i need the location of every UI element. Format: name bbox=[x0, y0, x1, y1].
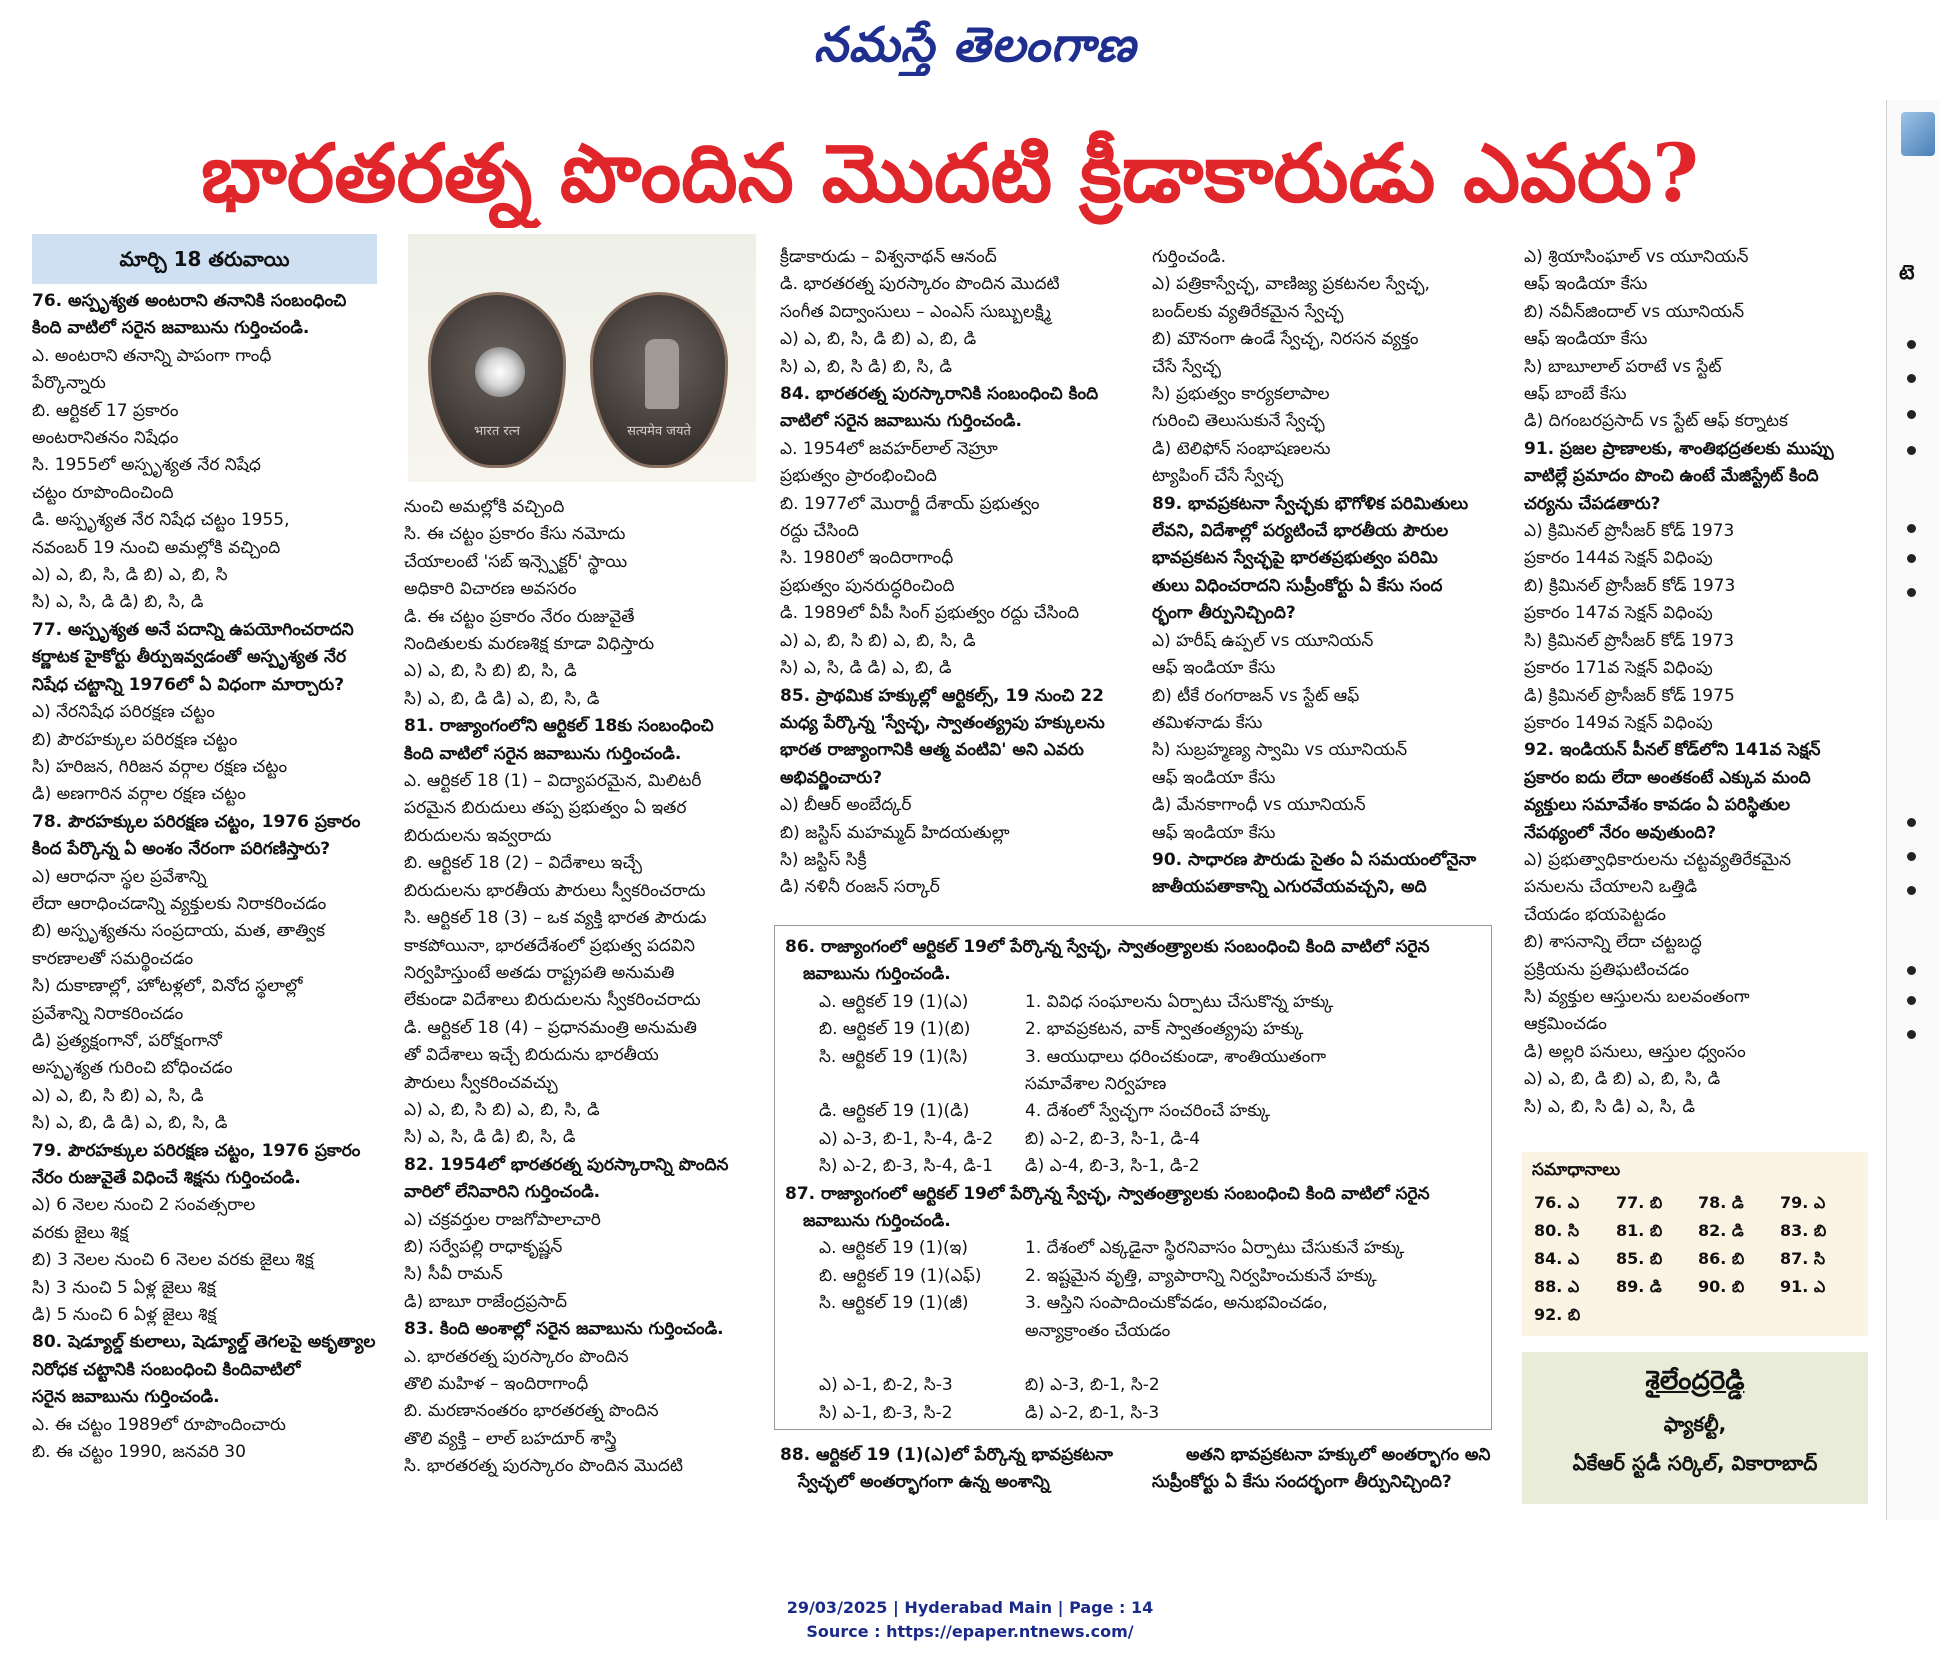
option-line: అధికారి విచారణ అవసరం bbox=[404, 579, 577, 600]
option-line: ఎ. అంటరాని తనాన్ని పాపంగా గాంధీ bbox=[32, 345, 272, 366]
option-line: సి) 3 నుంచి 5 ఏళ్ల జైలు శిక్ష bbox=[32, 1277, 216, 1298]
question-line: జాతీయపతాకాన్ని ఎగురవేయవచ్చని, అది bbox=[1152, 877, 1427, 898]
match-row bbox=[785, 1153, 1483, 1180]
match-row bbox=[785, 1044, 1483, 1071]
author-org: ఏకేఆర్ స్టడీ సర్కిల్, వికారాబాద్ bbox=[1572, 1451, 1818, 1475]
option-line: ఎ) హరీష్ ఉప్పల్ vs యూనియన్ bbox=[1152, 630, 1374, 651]
column-3 bbox=[780, 244, 1130, 904]
match-left: ఎ) ఎ-3, బి-1, సి-4, డి-2 bbox=[819, 1128, 994, 1149]
match-left: డి. ఆర్టికల్ 19 (1)(డి) bbox=[819, 1101, 970, 1122]
match-row bbox=[785, 1126, 1483, 1153]
option-line: ఎ) 6 నెలల నుంచి 2 సంవత్సరాల bbox=[32, 1195, 256, 1216]
match-left: సి) ఎ-2, బి-3, సి-4, డి-1 bbox=[819, 1156, 993, 1177]
match-right: బి) ఎ-3, బి-1, సి-2 bbox=[1025, 1375, 1160, 1396]
bullet-icon bbox=[1907, 446, 1916, 455]
option-line: తొలి వ్యక్తి – లాల్ బహదూర్ శాస్త్రి bbox=[404, 1428, 617, 1449]
option-line: బి) నవీన్‌జిందాల్ vs యూనియన్ bbox=[1524, 301, 1745, 322]
medal-back bbox=[590, 292, 728, 468]
question-line: చర్యను చేపడతారు? bbox=[1524, 493, 1661, 514]
option-line: సి) బాబూలాల్ పరాటే vs స్టేట్ bbox=[1524, 356, 1722, 377]
bullet-icon bbox=[1907, 410, 1916, 419]
match-right: 3. ఆయుధాలు ధరించకుండా, శాంతియుతంగా bbox=[1025, 1046, 1327, 1067]
answer-cell: 82. డి bbox=[1698, 1220, 1744, 1240]
option-line: ప్రక్రియను ప్రతిఘటించడం bbox=[1524, 959, 1690, 980]
option-line: బి. ఆర్టికల్ 17 ప్రకారం bbox=[32, 400, 179, 421]
option-line: ఎ) శ్రియాసింఘాల్ vs యూనియన్ bbox=[1524, 247, 1749, 267]
option-line: డి. భారతరత్న పురస్కారం పొందిన మొదటి bbox=[780, 274, 1060, 295]
bullet-icon bbox=[1907, 374, 1916, 383]
column-4 bbox=[1152, 244, 1498, 908]
answer-cell: 78. డి bbox=[1698, 1192, 1744, 1212]
option-line: ఎ) ప్రభుత్వాధికారులను చట్టవ్యతిరేకమైన bbox=[1524, 849, 1792, 870]
option-line: బి. ఈ చట్టం 1990, జనవరి 30 bbox=[32, 1442, 246, 1463]
option-line: ఎ. భారతరత్న పురస్కారం పొందిన bbox=[404, 1346, 629, 1367]
match-right: అన్యాక్రాంతం చేయడం bbox=[1025, 1320, 1171, 1341]
option-line: కారణాలతో సమర్థించడం bbox=[32, 948, 194, 969]
question-line: ప్రకారం ఐదు లేదా అంతకంటే ఎక్కువ మంది bbox=[1524, 767, 1811, 788]
option-line: గుర్తించండి. bbox=[1152, 247, 1227, 267]
question-line: వ్యక్తులు సమావేశం కావడం ఏ పరిస్థితుల bbox=[1524, 795, 1791, 816]
question-line: భావప్రకటన స్వేచ్ఛపై భారతప్రభుత్వం పరిమి bbox=[1152, 548, 1438, 569]
answers-title: సమాధానాలు bbox=[1532, 1160, 1621, 1180]
option-line: డి) బాబూ రాజేంద్రప్రసాద్ bbox=[404, 1291, 567, 1312]
option-line: కాకపోయినా, భారతదేశంలో ప్రభుత్వ పదవిని bbox=[404, 935, 695, 956]
bullet-icon bbox=[1907, 996, 1916, 1005]
question-line: 81. రాజ్యాంగంలోని ఆర్టికల్ 18కు సంబంధించి bbox=[404, 716, 714, 737]
option-line: ఎ) బీఆర్ అంబేద్కర్ bbox=[780, 795, 912, 816]
option-line: గురించి తెలుసుకునే స్వేచ్ఛ bbox=[1152, 411, 1325, 432]
option-line: ఎ. 1954లో జవహర్‌లాల్ నెహ్రూ bbox=[780, 438, 998, 459]
option-line: సి) వ్యక్తుల ఆస్తులను బలవంతంగా bbox=[1524, 986, 1750, 1007]
option-line: పరమైన బిరుదులు తప్ప ప్రభుత్వం ఏ ఇతర bbox=[404, 798, 687, 819]
option-line: పేర్కొన్నారు bbox=[32, 373, 106, 394]
match-row bbox=[785, 1400, 1483, 1427]
option-line: సి) ఎ, బి, డి డి) ఎ, బి, సి, డి bbox=[404, 688, 600, 709]
match-left: సి. ఆర్టికల్ 19 (1)(జీ) bbox=[819, 1293, 969, 1314]
option-line: డి) మేనకాగాంధీ vs యూనియన్ bbox=[1152, 795, 1366, 816]
option-line: సి) ఎ, బి, డి డి) ఎ, బి, సి, డి bbox=[32, 1113, 228, 1134]
option-line: సి) ఎ, బి, సి డి) ఎ, సి, డి bbox=[1524, 1096, 1695, 1117]
match-left: బి. ఆర్టికల్ 19 (1)(బి) bbox=[819, 1019, 971, 1040]
option-line: బి) క్రిమినల్ ప్రొసీజర్ కోడ్ 1973 bbox=[1524, 575, 1736, 596]
q88-line4: సుప్రీంకోర్టు ఏ కేసు సందర్భంగా తీర్పునిచ్చింది? bbox=[1152, 1472, 1452, 1493]
option-line: డి) ప్రత్యక్షంగానో, పరోక్షంగానో bbox=[32, 1030, 222, 1051]
column-1 bbox=[32, 234, 377, 1514]
q88-right bbox=[1152, 1442, 1498, 1502]
option-line: బి) 3 నెలల నుంచి 6 నెలల వరకు జైలు శిక్ష bbox=[32, 1250, 314, 1271]
question-line: లేవని, విదేశాల్లో పర్యటించే భారతీయ పౌరుల bbox=[1152, 521, 1449, 542]
match-row bbox=[785, 1098, 1483, 1125]
footer-source-link[interactable]: Source : https://epaper.ntnews.com/ bbox=[806, 1622, 1134, 1641]
option-line: సి) హరిజన, గిరిజన వర్గాల రక్షణ చట్టం bbox=[32, 756, 288, 777]
option-line: బంద్‌లకు వ్యతిరేకమైన స్వేచ్ఛ bbox=[1152, 301, 1344, 322]
option-line: సి. 1980లో ఇందిరాగాంధీ bbox=[780, 548, 954, 569]
q86-line2: జవాబును గుర్తించండి. bbox=[803, 964, 951, 985]
bullet-icon bbox=[1907, 852, 1916, 861]
option-line: డి. ఆర్టికల్ 18 (4) – ప్రధానమంత్రి అనుమతి bbox=[404, 1017, 697, 1038]
question-line: 90. సాధారణ పౌరుడు సైతం ఏ సమయంలోనైనా bbox=[1152, 849, 1477, 870]
bullet-icon bbox=[1907, 340, 1916, 349]
option-line: ఎ) పత్రికాస్వేచ్ఛ, వాణిజ్య ప్రకటనల స్వేచ్ఛ, bbox=[1152, 274, 1430, 295]
option-line: బి. 1977లో మొరార్జీ దేశాయ్ ప్రభుత్వం bbox=[780, 493, 1040, 514]
option-line: డి) క్రిమినల్ ప్రొసీజర్ కోడ్ 1975 bbox=[1524, 685, 1735, 706]
question-line: నేపథ్యంలో నేరం అవుతుంది? bbox=[1524, 822, 1717, 843]
option-line: అంటరానితనం నిషేధం bbox=[32, 428, 179, 449]
question-line: కర్ణాటక హైకోర్టు తీర్పుఇవ్వడంతో అస్పృశ్యత నేర bbox=[32, 647, 347, 668]
option-line: తో విదేశాలు ఇచ్చే బిరుదును భారతీయ bbox=[404, 1045, 659, 1066]
option-line: ఎ) ఎ, బి, డి బి) ఎ, బి, సి, డి bbox=[1524, 1069, 1721, 1090]
option-line: బి) పౌరహక్కుల పరిరక్షణ చట్టం bbox=[32, 729, 238, 750]
option-line: ప్రకారం 147వ సెక్షన్ విధింపు bbox=[1524, 603, 1713, 624]
question-line: కింద పేర్కొన్న ఏ అంశం నేరంగా పరిగణిస్తారు? bbox=[32, 839, 331, 860]
match-row bbox=[785, 1071, 1483, 1098]
option-line: డి. 1989లో వీపీ సింగ్ ప్రభుత్వం రద్దు చేసింది bbox=[780, 603, 1080, 624]
option-line: సి. ఆర్టికల్ 18 (3) – ఒక వ్యక్తి భారత పౌరుడు bbox=[404, 908, 707, 929]
question-box bbox=[774, 925, 1492, 1430]
question-line: 80. షెడ్యూల్డ్ కులాలు, షెడ్యూల్డ్ తెగలపై అకృత్యాల bbox=[32, 1332, 376, 1353]
option-line: డి. అస్పృశ్యత నేర నిషేధ చట్టం 1955, bbox=[32, 510, 290, 531]
option-line: పౌరులు స్వీకరించవచ్చు bbox=[404, 1072, 558, 1093]
q88-line3: అతని భావప్రకటనా హక్కులో అంతర్భాగం అని bbox=[1186, 1445, 1491, 1465]
answer-cell: 86. బి bbox=[1698, 1248, 1745, 1268]
answer-cell: 81. బి bbox=[1616, 1220, 1663, 1240]
option-line: బి. ఆర్టికల్ 18 (2) – విదేశాలు ఇచ్చే bbox=[404, 853, 642, 874]
q86-line1: 86. రాజ్యాంగంలో ఆర్టికల్ 19లో పేర్కొన్న స్వేచ్ఛ, స్వాతంత్ర్యాలకు సంబంధించి కింది వాటిలో సరైన bbox=[785, 937, 1430, 957]
answer-cell: 91. ఎ bbox=[1780, 1276, 1826, 1296]
column-5 bbox=[1524, 244, 1870, 1124]
match-left: ఎ. ఆర్టికల్ 19 (1)(ఇ) bbox=[819, 1238, 968, 1259]
answer-cell: 79. ఎ bbox=[1780, 1192, 1826, 1212]
sun-emblem bbox=[475, 347, 525, 397]
match-right: 1. వివిధ సంఘాలను ఏర్పాటు చేసుకొన్న హక్కు bbox=[1025, 991, 1334, 1012]
question-line: మధ్య పేర్కొన్న 'స్వేచ్ఛ, స్వాతంత్య్రపు హక్కులను bbox=[780, 712, 1105, 733]
option-line: ఎ) క్రిమినల్ ప్రొసీజర్ కోడ్ 1973 bbox=[1524, 521, 1735, 542]
option-line: నుంచి అమల్లోకి వచ్చింది bbox=[404, 497, 565, 517]
option-line: డి) నళినీ రంజన్ సర్కార్ bbox=[780, 877, 940, 898]
section-tag: మార్చి 18 తరువాయి bbox=[32, 234, 377, 284]
match-row bbox=[785, 1345, 1483, 1372]
answer-cell: 87. సి bbox=[1780, 1248, 1826, 1268]
medal-front bbox=[428, 292, 566, 468]
masthead-logo: నమస్తే తెలంగాణ bbox=[813, 17, 1137, 73]
match-row bbox=[785, 1016, 1483, 1043]
option-line: పనులను చేయాలని ఒత్తిడి bbox=[1524, 877, 1698, 898]
option-line: సి. భారతరత్న పురస్కారం పొందిన మొదటి bbox=[404, 1456, 683, 1477]
headline: భారతరత్న పొందిన మొదటి క్రీడాకారుడు ఎవరు? bbox=[201, 126, 1699, 220]
question-line: 76. అస్పృశ్యత అంటరాని తనానికి సంబంధించి bbox=[32, 291, 347, 311]
option-line: ట్యాపింగ్ చేసే స్వేచ్ఛ bbox=[1152, 466, 1284, 487]
q87-line2: జవాబును గుర్తించండి. bbox=[803, 1210, 951, 1231]
option-line: సి) ఎ, సి, డి డి) ఎ, బి, డి bbox=[780, 658, 952, 679]
answer-cell: 77. బి bbox=[1616, 1192, 1663, 1212]
match-left: సి. ఆర్టికల్ 19 (1)(సి) bbox=[819, 1046, 969, 1067]
match-left: ఎ. ఆర్టికల్ 19 (1)(ఎ) bbox=[819, 991, 969, 1012]
match-right: డి) ఎ-4, బి-3, సి-1, డి-2 bbox=[1025, 1156, 1200, 1177]
question-line: ర్భంగా తీర్పునిచ్చింది? bbox=[1152, 603, 1296, 624]
option-line: ప్రవేశాన్ని నిరాకరించడం bbox=[32, 1003, 184, 1024]
adjacent-photo-icon bbox=[1901, 112, 1935, 156]
question-line: 77. అస్పృశ్యత అనే పదాన్ని ఉపయోగించరాదని bbox=[32, 619, 354, 640]
option-line: చేయాలంటే 'సబ్ ఇన్స్పెక్టర్' స్థాయి bbox=[404, 551, 628, 572]
option-line: నిందితులకు మరణశిక్ష కూడా విధిస్తారు bbox=[404, 634, 655, 655]
option-line: ఆఫ్ బాంబే కేసు bbox=[1524, 384, 1627, 405]
question-line: కింది వాటిలో సరైన జవాబును గుర్తించండి. bbox=[404, 743, 682, 764]
author-box bbox=[1522, 1352, 1868, 1504]
option-line: తొలి మహిళ – ఇందిరాగాంధీ bbox=[404, 1374, 589, 1394]
option-line: బి. మరణానంతరం భారతరత్న పొందిన bbox=[404, 1401, 659, 1422]
answers-box bbox=[1522, 1152, 1868, 1336]
option-line: డి) 5 నుంచి 6 ఏళ్ల జైలు శిక్ష bbox=[32, 1305, 217, 1326]
match-right: 1. దేశంలో ఎక్కడైనా స్థిరనివాసం ఏర్పాటు చేసుకునే హక్కు bbox=[1025, 1238, 1405, 1259]
medal-right-text: सत्यमेव जयते bbox=[627, 424, 691, 439]
option-line: సి) ఎ, సి, డి డి) బి, సి, డి bbox=[404, 1127, 576, 1148]
answer-cell: 90. బి bbox=[1698, 1276, 1745, 1296]
question-line: 79. పౌరహక్కుల పరిరక్షణ చట్టం, 1976 ప్రకారం bbox=[32, 1140, 361, 1161]
medal-left-text: भारत रत्न bbox=[474, 424, 520, 439]
option-line: బి) టీకే రంగరాజన్ vs స్టేట్ ఆఫ్ bbox=[1152, 685, 1360, 706]
match-right: 2. ఇష్టమైన వృత్తి, వ్యాపారాన్ని నిర్వహించుకునే హక్కు bbox=[1025, 1265, 1377, 1286]
match-row bbox=[785, 1372, 1483, 1399]
option-line: ప్రకారం 171వ సెక్షన్ విధింపు bbox=[1524, 658, 1713, 679]
edge-letter: టె bbox=[1899, 260, 1915, 284]
bullet-icon bbox=[1907, 886, 1916, 895]
bullet-icon bbox=[1907, 524, 1916, 533]
question-line: సరైన జవాబును గుర్తించండి. bbox=[32, 1387, 220, 1408]
question-line: నిషేధ చట్టాన్ని 1976లో ఏ విధంగా మార్చారు? bbox=[32, 674, 345, 695]
match-row bbox=[785, 989, 1483, 1016]
option-line: లేదా ఆరాధించడాన్ని వ్యక్తులకు నిరాకరించడం bbox=[32, 893, 327, 914]
option-line: సి) ప్రభుత్వం కార్యకలాపాల bbox=[1152, 384, 1330, 405]
q88-line2: స్వేచ్ఛలో అంతర్భాగంగా ఉన్న అంశాన్ని bbox=[798, 1472, 1050, 1493]
option-line: సి) సుబ్రహ్మణ్య స్వామి vs యూనియన్ bbox=[1152, 740, 1408, 761]
option-line: చేయడం భయపెట్టడం bbox=[1524, 904, 1666, 925]
bullet-icon bbox=[1907, 1030, 1916, 1039]
option-line: సి) జస్టిస్ సిక్రీ bbox=[780, 849, 867, 870]
footer-dateline: 29/03/2025 | Hyderabad Main | Page : 14 bbox=[786, 1598, 1154, 1617]
option-line: తమిళనాడు కేసు bbox=[1152, 712, 1263, 733]
option-line: నిర్వహిస్తుంటే అతడు రాష్ట్రపతి అనుమతి bbox=[404, 962, 675, 983]
match-row bbox=[785, 1318, 1483, 1345]
option-line: ఎ. ఈ చట్టం 1989లో రూపొందించారు bbox=[32, 1414, 286, 1435]
match-right: 2. భావప్రకటన, వాక్ స్వాతంత్య్రపు హక్కు bbox=[1025, 1019, 1304, 1040]
answer-cell: 85. బి bbox=[1616, 1248, 1663, 1268]
option-line: డి. ఈ చట్టం ప్రకారం నేరం రుజువైతే bbox=[404, 606, 635, 627]
question-line: వాటిలో సరైన జవాబును గుర్తించండి. bbox=[780, 411, 1022, 432]
column-2 bbox=[404, 494, 759, 1514]
option-line: బి) అస్పృశ్యతను సంప్రదాయ, మత, తాత్విక bbox=[32, 921, 326, 942]
option-line: ఎ) ఆరాధనా స్థల ప్రవేశాన్ని bbox=[32, 866, 207, 887]
option-line: సి) ఎ, బి, సి డి) బి, సి, డి bbox=[780, 356, 952, 377]
bullet-icon bbox=[1907, 966, 1916, 975]
question-line: 89. భావప్రకటనా స్వేచ్ఛకు భౌగోళిక పరిమితులు bbox=[1152, 493, 1469, 514]
answer-cell: 88. ఎ bbox=[1534, 1276, 1580, 1296]
match-left: బి. ఆర్టికల్ 19 (1)(ఎఫ్) bbox=[819, 1265, 982, 1286]
match-row bbox=[785, 1290, 1483, 1317]
question-line: 85. ప్రాథమిక హక్కుల్లో ఆర్టికల్స్, 19 నుంచి 22 bbox=[780, 685, 1105, 706]
option-line: ఎ) ఎ, బి, సి బి) ఎ, సి, డి bbox=[32, 1085, 204, 1106]
answer-cell: 89. డి bbox=[1616, 1276, 1662, 1296]
option-line: క్రీడాకారుడు – విశ్వనాథన్ ఆనంద్ bbox=[780, 247, 997, 267]
question-line: కింది వాటిలో సరైన జవాబును గుర్తించండి. bbox=[32, 318, 310, 339]
match-right: సమావేశాల నిర్వహణ bbox=[1025, 1073, 1167, 1094]
match-right: డి) ఎ-2, బి-1, సి-3 bbox=[1025, 1402, 1160, 1423]
question-line: 82. 1954లో భారతరత్న పురస్కారాన్ని పొందిన bbox=[404, 1154, 729, 1175]
option-line: చేసే స్వేచ్ఛ bbox=[1152, 356, 1221, 377]
option-line: అస్పృశ్యత గురించి బోధించడం bbox=[32, 1058, 233, 1079]
option-line: ఎ) ఎ, బి, సి, డి బి) ఎ, బి, డి bbox=[780, 329, 977, 350]
author-name: శైలేంద్రరెడ్డి bbox=[1645, 1366, 1745, 1396]
option-line: రద్దు చేసింది bbox=[780, 521, 859, 542]
question-line: 78. పౌరహక్కుల పరిరక్షణ చట్టం, 1976 ప్రకారం bbox=[32, 811, 361, 832]
option-line: ఆఫ్ ఇండియా కేసు bbox=[1524, 329, 1648, 350]
option-line: నవంబర్ 19 నుంచి అమల్లోకి వచ్చింది bbox=[32, 537, 281, 558]
option-line: సి) దుకాణాల్లో, హోటళ్లలో, వినోద స్థలాల్లో bbox=[32, 976, 303, 997]
answer-cell bbox=[1774, 1302, 1856, 1330]
option-line: డి) అల్లరి పనులు, ఆస్తుల ధ్వంసం bbox=[1524, 1041, 1746, 1062]
match-right: బి) ఎ-2, బి-3, సి-1, డి-4 bbox=[1025, 1128, 1201, 1149]
option-line: డి) టెలిఫోన్ సంభాషణలను bbox=[1152, 438, 1331, 459]
author-role: ఫ్యాకల్టీ, bbox=[1663, 1412, 1727, 1436]
q88-left bbox=[780, 1442, 1130, 1502]
match-left: సి) ఎ-1, బి-3, సి-2 bbox=[819, 1402, 953, 1423]
option-line: బిరుదులను భారతీయ పౌరులు స్వీకరించరాదు bbox=[404, 880, 706, 901]
option-line: సి. 1955లో అస్పృశ్యత నేర నిషేధ bbox=[32, 455, 261, 476]
bullet-icon bbox=[1907, 554, 1916, 563]
option-line: ఎ) ఎ, బి, సి బి) ఎ, బి, సి, డి bbox=[404, 1099, 600, 1120]
question-line: 84. భారతరత్న పురస్కారానికి సంబంధించి కింది bbox=[780, 384, 1099, 405]
option-line: ఎ. ఆర్టికల్ 18 (1) – విద్యాపరమైన, మిలిటరీ bbox=[404, 771, 702, 792]
question-line: అభివర్ణించారు? bbox=[780, 767, 883, 788]
match-right: 3. ఆస్తిని సంపాదించుకోవడం, అనుభవించడం, bbox=[1025, 1293, 1328, 1314]
bharat-ratna-medal-image bbox=[408, 234, 756, 482]
bullet-icon bbox=[1907, 588, 1916, 597]
option-line: ఆక్రమించడం bbox=[1524, 1014, 1607, 1035]
question-line: 83. కింది అంశాల్లో సరైన జవాబును గుర్తించండి. bbox=[404, 1319, 724, 1340]
option-line: సి) ఎ, సి, డి డి) బి, సి, డి bbox=[32, 592, 204, 613]
match-row bbox=[785, 1263, 1483, 1290]
option-line: డి) దిగంబరప్రసాద్ vs స్టేట్ ఆఫ్ కర్నాటక bbox=[1524, 411, 1788, 432]
option-line: సంగీత విద్వాంసులు – ఎంఎస్ సుబ్బులక్ష్మి bbox=[780, 301, 1051, 322]
answer-cell: 83. బి bbox=[1780, 1220, 1827, 1240]
option-line: సి) క్రిమినల్ ప్రొసీజర్ కోడ్ 1973 bbox=[1524, 630, 1735, 651]
option-line: సి. ఈ చట్టం ప్రకారం కేసు నమోదు bbox=[404, 524, 626, 545]
q88-line1: 88. ఆర్టికల్ 19 (1)(ఎ)లో పేర్కొన్న భావప్రకటనా bbox=[780, 1445, 1113, 1465]
question-line: వాటిల్లే ప్రమాదం పొంచి ఉంటే మేజిస్ట్రేట్ కింది bbox=[1524, 466, 1819, 487]
option-line: చట్టం రూపొందించింది bbox=[32, 482, 174, 503]
option-line: ఎ) ఎ, బి, సి బి) బి, సి, డి bbox=[404, 661, 577, 682]
option-line: బి) శాసనాన్ని లేదా చట్టబద్ధ bbox=[1524, 932, 1702, 953]
option-line: డి) అణగారిన వర్గాల రక్షణ చట్టం bbox=[32, 784, 246, 805]
option-line: ఎ) చక్రవర్తుల రాజగోపాలాచారి bbox=[404, 1209, 601, 1230]
question-line: భారత రాజ్యాంగానికి ఆత్మ వంటివి' అని ఎవరు bbox=[780, 740, 1084, 761]
match-left: ఎ) ఎ-1, బి-2, సి-3 bbox=[819, 1375, 953, 1396]
option-line: ఆఫ్ ఇండియా కేసు bbox=[1152, 767, 1276, 788]
option-line: ప్రకారం 144వ సెక్షన్ విధింపు bbox=[1524, 548, 1713, 569]
option-line: బిరుదులను ఇవ్వరాదు bbox=[404, 825, 552, 846]
answer-cell bbox=[1610, 1302, 1692, 1330]
option-line: ఎ) ఎ, బి, సి బి) ఎ, బి, సి, డి bbox=[780, 630, 976, 651]
bullet-icon bbox=[1907, 818, 1916, 827]
option-line: ప్రభుత్వం పునరుద్ధరించింది bbox=[780, 575, 955, 596]
option-line: లేకుండా విదేశాలు బిరుదులను స్వీకరించరాదు bbox=[404, 990, 701, 1011]
answer-cell: 80. సి bbox=[1534, 1220, 1580, 1240]
question-line: నిరోధక చట్టానికి సంబంధించి కిందివాటిలో bbox=[32, 1359, 301, 1380]
option-line: బి) సర్వేపల్లి రాధాకృష్ణన్ bbox=[404, 1236, 563, 1257]
match-row bbox=[785, 1235, 1483, 1262]
option-line: బి) మౌనంగా ఉండే స్వేచ్ఛ, నిరసన వ్యక్తం bbox=[1152, 329, 1419, 350]
question-line: తులు విధించరాదని సుప్రీంకోర్టు ఏ కేసు సంద bbox=[1152, 575, 1443, 596]
option-line: బి) జస్టిస్ మహమ్మద్ హిదయతుల్లా bbox=[780, 822, 1010, 843]
lion-emblem bbox=[645, 339, 679, 409]
option-line: ఎ) నేరనిషేధ పరిరక్షణ చట్టం bbox=[32, 702, 215, 723]
option-line: వరకు జైలు శిక్ష bbox=[32, 1222, 129, 1243]
option-line: ప్రకారం 149వ సెక్షన్ విధింపు bbox=[1524, 712, 1713, 733]
option-line: ప్రభుత్వం ప్రారంభించింది bbox=[780, 466, 937, 487]
question-line: వారిలో లేనివారిని గుర్తించండి. bbox=[404, 1182, 601, 1203]
option-line: ఆఫ్ ఇండియా కేసు bbox=[1152, 658, 1276, 679]
question-line: 91. ప్రజల ప్రాణాలకు, శాంతిభద్రతలకు ముప్పు bbox=[1524, 438, 1834, 459]
answers-table bbox=[1528, 1190, 1856, 1330]
answer-cell bbox=[1692, 1302, 1774, 1330]
option-line: ఎ) ఎ, బి, సి, డి బి) ఎ, బి, సి bbox=[32, 565, 228, 586]
answer-cell: 84. ఎ bbox=[1534, 1248, 1580, 1268]
question-line: 92. ఇండియన్ పీనల్ కోడ్‌లోని 141వ సెక్షన్ bbox=[1524, 740, 1821, 761]
q87-line1: 87. రాజ్యాంగంలో ఆర్టికల్ 19లో పేర్కొన్న స్వేచ్ఛ, స్వాతంత్ర్యాలకు సంబంధించి కింది వాటిలో సరైన bbox=[785, 1183, 1430, 1204]
option-line: సి) సీవీ రామన్ bbox=[404, 1264, 503, 1285]
answer-cell: 76. ఎ bbox=[1534, 1192, 1580, 1212]
match-right: 4. దేశంలో స్వేచ్ఛగా సంచరించే హక్కు bbox=[1025, 1101, 1271, 1122]
option-line: ఆఫ్ ఇండియా కేసు bbox=[1152, 822, 1276, 843]
adjacent-page-strip bbox=[1886, 100, 1940, 1520]
answer-cell: 92. బి bbox=[1534, 1304, 1581, 1324]
question-line: నేరం రుజువైతే విధించే శిక్షను గుర్తించండి. bbox=[32, 1168, 301, 1188]
option-line: ఆఫ్ ఇండియా కేసు bbox=[1524, 274, 1648, 295]
